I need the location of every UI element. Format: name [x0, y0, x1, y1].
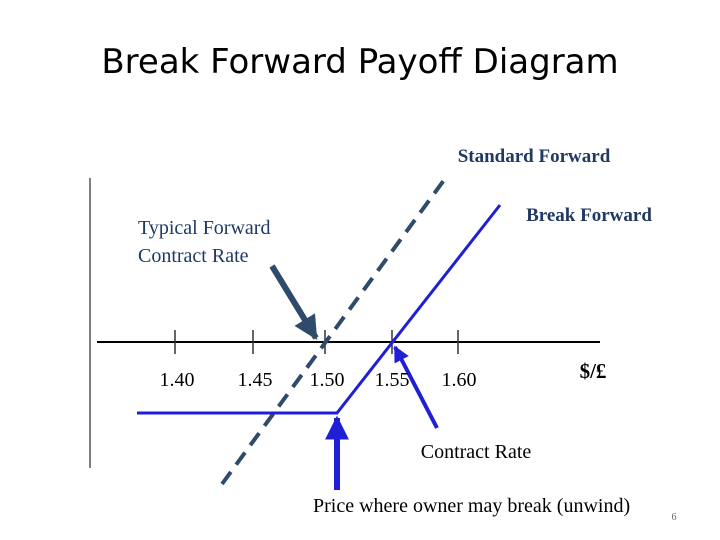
tick-label-1-50: 1.50: [309, 369, 345, 391]
break-forward-label: Break Forward: [526, 205, 652, 226]
axis-unit-label: $/£: [579, 359, 607, 383]
standard-forward-label: Standard Forward: [457, 146, 611, 167]
tick-label-1-60: 1.60: [441, 369, 477, 391]
typical-forward-arrow: [272, 266, 316, 338]
tick-label-1-45: 1.45: [237, 369, 273, 391]
slide-title: Break Forward Payoff Diagram: [101, 42, 619, 82]
break-price-label: Price where owner may break (unwind): [313, 495, 631, 517]
typical-forward-label-line2: Contract Rate: [138, 245, 249, 267]
tick-label-1-40: 1.40: [159, 369, 195, 391]
tick-label-1-55: 1.55: [374, 369, 410, 391]
contract-rate-label: Contract Rate: [420, 441, 532, 463]
typical-forward-label-line1: Typical Forward: [138, 217, 271, 239]
page-number: 6: [671, 512, 677, 523]
